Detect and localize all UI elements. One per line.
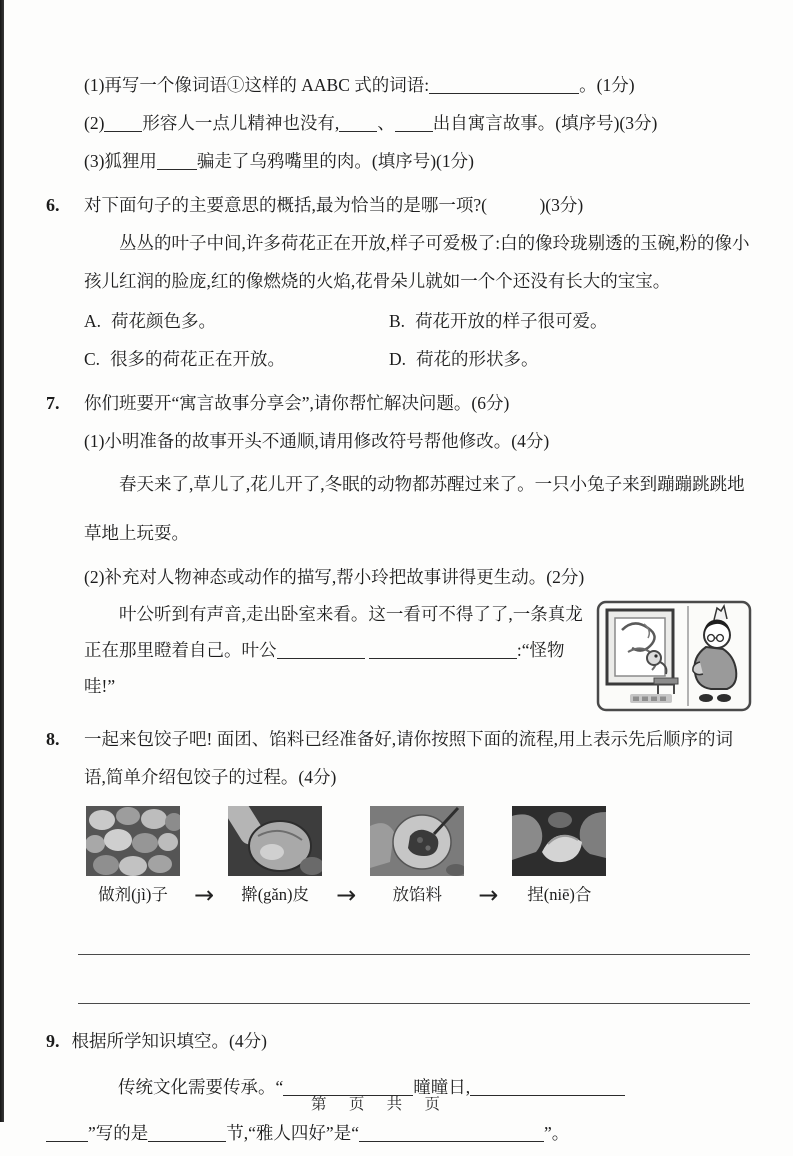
q5-item-3	[84, 142, 752, 180]
q6-option-a-text: 荷花颜色多。	[111, 311, 217, 331]
answer-blank	[429, 76, 579, 94]
q6-option-d-text: 荷花的形状多。	[416, 349, 539, 369]
answer-blank	[148, 1124, 226, 1142]
q9-line1-mid: 曈曈日,	[413, 1077, 471, 1097]
q8-answer-lines	[78, 906, 750, 1004]
q8-number: 8.	[46, 729, 60, 749]
question-9	[46, 1018, 752, 1156]
page-footer: 第 页 共 页	[311, 1096, 449, 1113]
q9-line2-text2: 节,“雅人四好”是“	[226, 1123, 359, 1143]
ye-gong-dragon-illustration	[596, 600, 752, 712]
q9-line2-text3: ”。	[543, 1123, 570, 1143]
answer-blank	[104, 114, 142, 132]
q9-line2-text1: ”写的是	[88, 1123, 149, 1143]
question-8	[46, 720, 752, 796]
q6-number: 6.	[46, 195, 60, 215]
step-label: 放馅料	[392, 885, 442, 904]
pinch-seal-photo	[512, 806, 606, 876]
q5-item2-text: 形容人一点儿精神也没有,	[142, 113, 340, 133]
answer-rule-line	[78, 955, 750, 1004]
answer-blank	[395, 114, 433, 132]
q6-stem: 对下面句子的主要意思的概括,最为恰当的是哪一项?( )(3分)	[84, 195, 584, 215]
q6-option-b-label: B.	[389, 311, 406, 331]
q7-sub1-story: 春天来了,草儿了,花儿开了,冬眠的动物都苏醒过来了。一只小兔子来到蹦蹦跳跳地草地上玩耍。	[84, 474, 745, 543]
question-5-subitems	[84, 66, 752, 180]
step-make-dough-pieces	[86, 806, 180, 906]
q8-stem: 一起来包饺子吧! 面团、馅料已经准备好,请你按照下面的流程,用上表示先后顺序的词语,简单介绍包饺子的过程。(4分)	[84, 729, 733, 787]
q6-passage: 丛丛的叶子中间,许多荷花正在开放,样子可爱极了:白的像玲珑剔透的玉碗,粉的像小孩儿红润的脸庞,红的像燃烧的火焰,花骨朵儿就如一个个还没有长大的宝宝。	[84, 233, 750, 291]
roll-wrapper-photo	[228, 806, 322, 876]
q9-stem: 根据所学知识填空。(4分)	[71, 1031, 267, 1051]
q9-line-2	[46, 1110, 752, 1156]
scan-left-edge	[0, 0, 4, 1122]
q6-option-d	[389, 340, 539, 378]
q5-item2-suffix: 出自寓言故事。(填序号)(3分)	[432, 113, 658, 133]
q9-line1-text: 传统文化需要传承。“	[118, 1077, 284, 1097]
q6-option-a-label: A.	[84, 311, 102, 331]
q5-item2-separator: 、	[377, 113, 395, 133]
answer-blank	[157, 152, 197, 170]
dumpling-steps-flow	[86, 806, 752, 909]
question-7	[46, 384, 752, 714]
q7-sub1-title: (1)小明准备的故事开头不通顺,请用修改符号帮他修改。(4分)	[84, 431, 550, 451]
q6-option-a	[84, 302, 389, 340]
q5-item1-text: (1)再写一个像词语①这样的 AABC 式的词语:	[84, 75, 430, 95]
q5-item-2	[84, 104, 752, 142]
q7-sub2-story-text: 叶公听到有声音,走出卧室来看。这一看可不得了了,一条真龙正在那里瞪着自己。叶公	[84, 604, 583, 660]
step-pinch-seal	[512, 806, 606, 906]
question-6	[46, 186, 752, 378]
arrow-right-icon: →	[478, 881, 499, 909]
q6-option-b-text: 荷花开放的样子很可爱。	[415, 311, 608, 331]
q5-item1-suffix: 。(1分)	[579, 75, 635, 95]
q6-option-c-label: C.	[84, 349, 101, 369]
q6-options	[84, 302, 752, 378]
q7-number: 7.	[46, 393, 60, 413]
q9-head	[46, 1018, 752, 1064]
q5-item3-text: (3)狐狸用	[84, 151, 157, 171]
test-paper-content	[46, 66, 752, 1156]
step-add-filling	[370, 806, 464, 906]
answer-blank	[359, 1124, 544, 1142]
q7-sub2-story-end: :“怪物哇!”	[84, 640, 565, 696]
answer-blank	[369, 641, 517, 659]
arrow-right-icon: →	[194, 881, 215, 909]
q7-sub2-block	[84, 596, 752, 714]
q7-stem: 你们班要开“寓言故事分享会”,请你帮忙解决问题。(6分)	[84, 393, 510, 413]
q9-number: 9.	[46, 1031, 60, 1051]
step-label: 擀(gǎn)皮	[241, 885, 310, 904]
q5-item3-suffix: 骗走了乌鸦嘴里的肉。(填序号)(1分)	[196, 151, 474, 171]
answer-blank	[277, 641, 365, 659]
add-filling-photo	[370, 806, 464, 876]
q6-option-d-label: D.	[389, 349, 407, 369]
arrow-right-icon: →	[336, 881, 357, 909]
step-label: 捏(niē)合	[527, 885, 592, 904]
q6-option-c-text: 很多的荷花正在开放。	[110, 349, 286, 369]
q6-option-b	[389, 302, 608, 340]
q5-item2-prefix: (2)	[84, 113, 105, 133]
answer-blank	[46, 1124, 88, 1142]
q7-sub2-title: (2)补充对人物神态或动作的描写,帮小玲把故事讲得更生动。(2分)	[84, 567, 585, 587]
q5-item-1	[84, 66, 752, 104]
step-label: 做剂(jì)子	[98, 885, 168, 904]
answer-rule-line	[78, 906, 750, 955]
answer-blank	[339, 114, 377, 132]
step-roll-wrapper	[228, 806, 322, 906]
dough-pieces-photo	[86, 806, 180, 876]
q6-option-c	[84, 340, 389, 378]
